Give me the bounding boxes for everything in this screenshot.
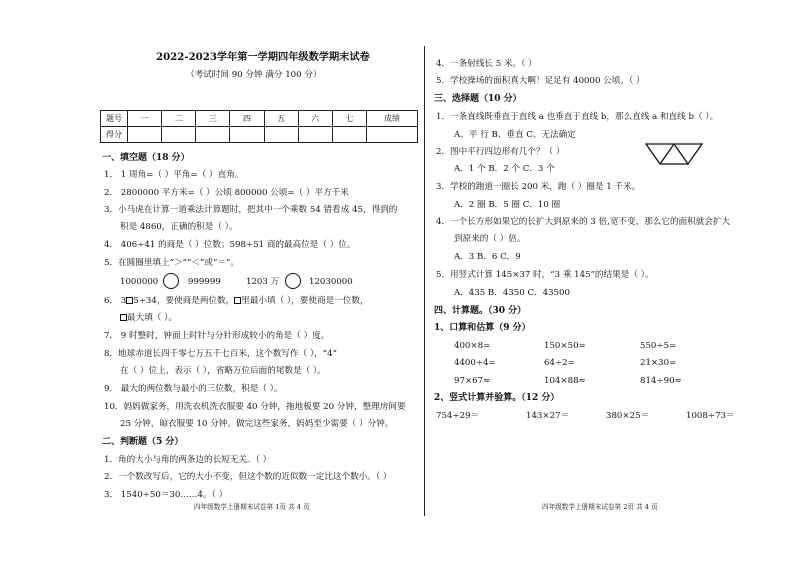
page-divider (424, 46, 425, 516)
oral-item: 104×88≈ (544, 376, 586, 386)
judge-3: 3． 1540÷50＝30……4。（ ） (104, 490, 228, 500)
score-cell: 得分 (101, 127, 128, 143)
choice-3-options: A．2 圈 B．5 圈 C．10 圈 (454, 200, 561, 210)
score-input-cell[interactable] (230, 127, 264, 143)
compare-circle[interactable] (163, 273, 179, 289)
right-page (432, 0, 762, 561)
score-cell: 成绩 (367, 111, 418, 127)
judge-5: 5．学校操场的面积真大啊！足足有 40000 公顷。（ ） (436, 76, 645, 86)
score-cell: 一 (128, 111, 162, 127)
question-10-line-2: 25 分钟，晾衣服要 10 分钟。做完这些家务，妈妈至少需要（ ）分钟。 (120, 419, 394, 429)
score-cell: 七 (332, 111, 366, 127)
question-7: 7． 9 时整时，钟面上时针与分针形成较小的角是（ ）度。 (104, 331, 330, 341)
section-1-title: 一、填空题（18 分） (102, 153, 190, 163)
question-9: 9． 最大的两位数与最小的三位数，积是（ ）。 (104, 384, 283, 394)
oral-item: 400×8= (454, 341, 491, 351)
section-3-title: 三、选择题（10 分） (434, 94, 522, 104)
question-4: 4． 406÷41 的商是（ ）位数；598÷51 商的最高位是（ ）位。 (104, 240, 356, 250)
choice-1-options: A、平 行 B、垂直 C、无法确定 (454, 130, 576, 140)
question-6-line-2 (120, 313, 177, 323)
choice-5: 5．用竖式计算 145×37 时，“3 乘 145”的结果是（ ）。 (436, 270, 654, 280)
question-2: 2． 2800000 平方米=（ ）公顷 800000 公顷=（ ）平方千米 (104, 188, 349, 198)
subsection-oral-title: 1、口算和估算（9 分） (434, 323, 531, 333)
oral-item: 64÷2= (544, 358, 575, 368)
question-5: 5．在圆圈里填上“＞”“＜”或“＝”。 (104, 258, 239, 268)
exam-subtitle: （考试时间 90 分钟 满分 100 分） (186, 70, 322, 80)
page-footer: 四年级数学上册期末试卷第 1页 共 4 页 (194, 503, 310, 511)
compare-item: 1203 万 (246, 277, 280, 287)
score-table-header-row (101, 111, 418, 127)
question-10-line-1: 10．妈妈做家务，用洗衣机洗衣服要 40 分钟，拖地板要 20 分钟，整理房间要 (104, 402, 406, 412)
parallelogram-figure-icon (644, 142, 704, 166)
choice-4-line-2: 到原来的（ ）倍。 (454, 234, 526, 244)
score-input-cell[interactable] (332, 127, 366, 143)
choice-2-options: A．1 个 B．2 个 C．3 个 (454, 164, 555, 174)
score-cell: 六 (298, 111, 332, 127)
compare-item: 12030000 (309, 277, 353, 287)
question-3-line-2: 积是 4860，正确的积是（ ）。 (120, 222, 238, 232)
score-input-cell[interactable] (162, 127, 196, 143)
section-2-title: 二、判断题（5 分） (102, 437, 184, 447)
score-cell: 二 (162, 111, 196, 127)
vertical-item: 143×27＝ (526, 411, 570, 421)
choice-5-options: A．435 B．4350 C．43500 (454, 288, 570, 298)
compare-circle[interactable] (285, 273, 301, 289)
score-input-cell[interactable] (264, 127, 298, 143)
score-cell: 三 (196, 111, 230, 127)
oral-item: 550÷5= (640, 341, 677, 351)
question-8-line-1: 8．地球赤道长四千零七万五千七百米，这个数写作（ ），“4” (104, 349, 337, 359)
score-input-cell[interactable] (128, 127, 162, 143)
page-footer: 四年级数学上册期末试卷第 2页 共 4 页 (542, 503, 658, 511)
q6-text: 最大填（ ）。 (127, 313, 177, 323)
vertical-item: 380×25＝ (606, 411, 650, 421)
choice-4-line-1: 4．一个长方形如果它的长扩大到原来的 3 倍,宽不变，那么它的面积就会扩大 (436, 217, 731, 227)
q6-text: 里最小填（ ），要使商是一位数， (241, 296, 369, 306)
score-input-cell[interactable] (196, 127, 230, 143)
section-4-title: 四、计算题。（30 分） (434, 306, 527, 316)
choice-3: 3．学校的跑道一圈长 200 米，跑（ ）圈是 1 千米。 (436, 182, 641, 192)
choice-1: 1．一条直线既垂直于直线 a 也垂直于直线 b，那么直线 a 和直线 b（ ）。 (436, 112, 719, 122)
question-8-line-2: 在（ ）位上，表示（ ），省略万位后面的尾数是（ ）。 (120, 366, 326, 376)
question-1: 1． 1 周角=（ ）平角=（ ）直角。 (104, 170, 244, 180)
judge-1: 1．角的大小与角的两条边的长短无关。（ ） (104, 455, 272, 465)
vertical-item: 1008÷73＝ (686, 411, 735, 421)
score-cell: 四 (230, 111, 264, 127)
oral-item: 97×67≈ (454, 376, 491, 386)
question-3-line-1: 3．小马虎在计算一道乘法计算题时，把其中一个乘数 54 错看成 45，得到的 (104, 205, 398, 215)
score-cell: 五 (264, 111, 298, 127)
compare-item: 999999 (188, 277, 221, 287)
oral-item: 814÷90≈ (640, 376, 682, 386)
question-6-line-1 (104, 296, 369, 306)
choice-2: 2．图中平行四边形有几个？（ ） (436, 147, 565, 157)
judge-4: 4．一条射线长 5 米。（ ） (436, 59, 537, 69)
oral-item: 4400÷4= (454, 358, 496, 368)
score-cell: 题号 (101, 111, 128, 127)
score-input-cell[interactable] (367, 127, 418, 143)
blank-square-icon (120, 314, 127, 321)
exam-title: 2022-2023学年第一学期四年级数学期末试卷 (156, 51, 370, 63)
subsection-vertical-title: 2、竖式计算并验算。（12 分） (434, 393, 560, 403)
score-input-cell[interactable] (298, 127, 332, 143)
compare-item: 1000000 (120, 277, 159, 287)
oral-item: 150×50= (544, 341, 586, 351)
choice-4-options: A．3 B．6 C．9 (454, 252, 521, 262)
judge-2: 2．一个数改写后，它的大小不变，但这个数的近似数一定比这个数小。（ ） (104, 472, 392, 482)
q6-text: 6． 3 (104, 296, 127, 306)
left-page (96, 0, 418, 561)
vertical-item: 754÷29＝ (436, 411, 480, 421)
score-table-score-row (101, 127, 418, 143)
q6-text: 5÷34，要使商是两位数， (133, 296, 235, 306)
score-table (100, 110, 418, 143)
oral-item: 21×30= (640, 358, 677, 368)
